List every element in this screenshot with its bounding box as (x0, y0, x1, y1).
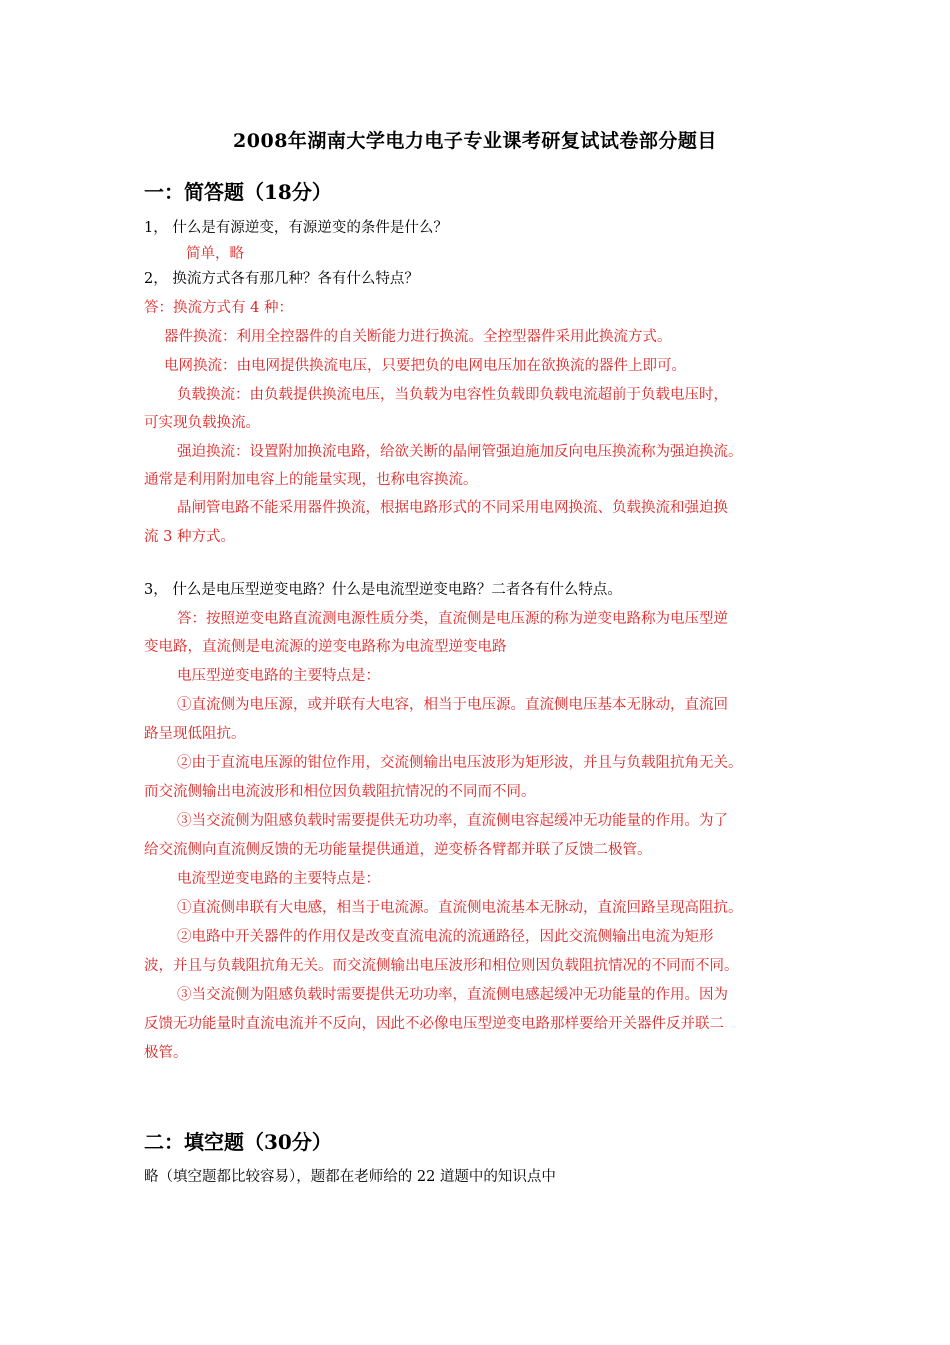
answer-3-line: ②由于直流电压源的钳位作用，交流侧输出电压波形为矩形波，并且与负载阻抗角无关。 (177, 755, 743, 771)
answer-2-line: 强迫换流：设置附加换流电路，给欲关断的晶闸管强迫施加反向电压换流称为强迫换流。 (177, 444, 743, 460)
answer-3-line: ③当交流侧为阻感负载时需要提供无功功率，直流侧电感起缓冲无功能量的作用。因为 (177, 987, 728, 1003)
answer-3-line: 波，并且与负载阻抗角无关。而交流侧输出电压波形和相位则因负载阻抗情况的不同而不同。 (144, 958, 739, 974)
section-2-heading: 二：填空题（30分） (144, 1130, 332, 1154)
answer-1: 简单，略 (186, 246, 244, 262)
answer-3-line: ③当交流侧为阻感负载时需要提供无功功率，直流侧电容起缓冲无功能量的作用。为了 (177, 813, 728, 829)
section-1-heading: 一：简答题（18分） (144, 180, 332, 204)
answer-3-line: 变电路，直流侧是电流源的逆变电路称为电流型逆变电路 (144, 639, 507, 655)
answer-3-line: 答：按照逆变电路直流测电源性质分类，直流侧是电压源的称为逆变电路称为电压型逆 (177, 611, 728, 627)
answer-2-line: 电网换流：由电网提供换流电压，只要把负的电网电压加在欲换流的器件上即可。 (164, 358, 686, 374)
answer-3-line: 反馈无功能量时直流电流并不反向，因此不必像电压型逆变电路那样要给开关器件反并联二 (144, 1016, 724, 1032)
answer-3-line: ①直流侧串联有大电感，相当于电流源。直流侧电流基本无脉动，直流回路呈现高阻抗。 (177, 900, 743, 916)
answer-2-line: 负载换流：由负载提供换流电压，当负载为电容性负载即负载电流超前于负载电压时， (177, 387, 728, 403)
answer-2-line: 通常是利用附加电容上的能量实现，也称电容换流。 (144, 472, 478, 488)
answer-3-line: ①直流侧为电压源，或并联有大电容，相当于电压源。直流侧电压基本无脉动，直流回 (177, 697, 728, 713)
document-title: 2008年湖南大学电力电子专业课考研复试试卷部分题目 (233, 130, 717, 152)
answer-2-line: 可实现负载换流。 (144, 415, 260, 431)
question-1: 1， 什么是有源逆变，有源逆变的条件是什么？ (144, 220, 448, 236)
answer-3-line: 而交流侧输出电流波形和相位因负载阻抗情况的不同而不同。 (144, 784, 536, 800)
answer-3-line: 电压型逆变电路的主要特点是： (177, 668, 380, 684)
answer-2-line: 器件换流：利用全控器件的自关断能力进行换流。全控型器件采用此换流方式。 (164, 329, 672, 345)
answer-3-line: ②电路中开关器件的作用仅是改变直流电流的流通路径，因此交流侧输出电流为矩形 (177, 929, 714, 945)
answer-3-line: 极管。 (144, 1045, 188, 1061)
answer-2-line: 答：换流方式有 4 种： (144, 300, 293, 316)
question-2: 2， 换流方式各有那几种？各有什么特点？ (144, 271, 419, 287)
answer-2-line: 流 3 种方式。 (144, 529, 235, 545)
answer-3-line: 给交流侧向直流侧反馈的无功能量提供通道，逆变桥各臂都并联了反馈二极管。 (144, 842, 652, 858)
question-3: 3， 什么是电压型逆变电路？什么是电流型逆变电路？二者各有什么特点。 (144, 582, 622, 598)
answer-3-line: 电流型逆变电路的主要特点是： (177, 871, 380, 887)
answer-2-line: 晶闸管电路不能采用器件换流，根据电路形式的不同采用电网换流、负载换流和强迫换 (177, 500, 728, 516)
section-2-text: 略（填空题都比较容易），题都在老师给的 22 道题中的知识点中 (144, 1169, 556, 1185)
answer-3-line: 路呈现低阻抗。 (144, 726, 246, 742)
